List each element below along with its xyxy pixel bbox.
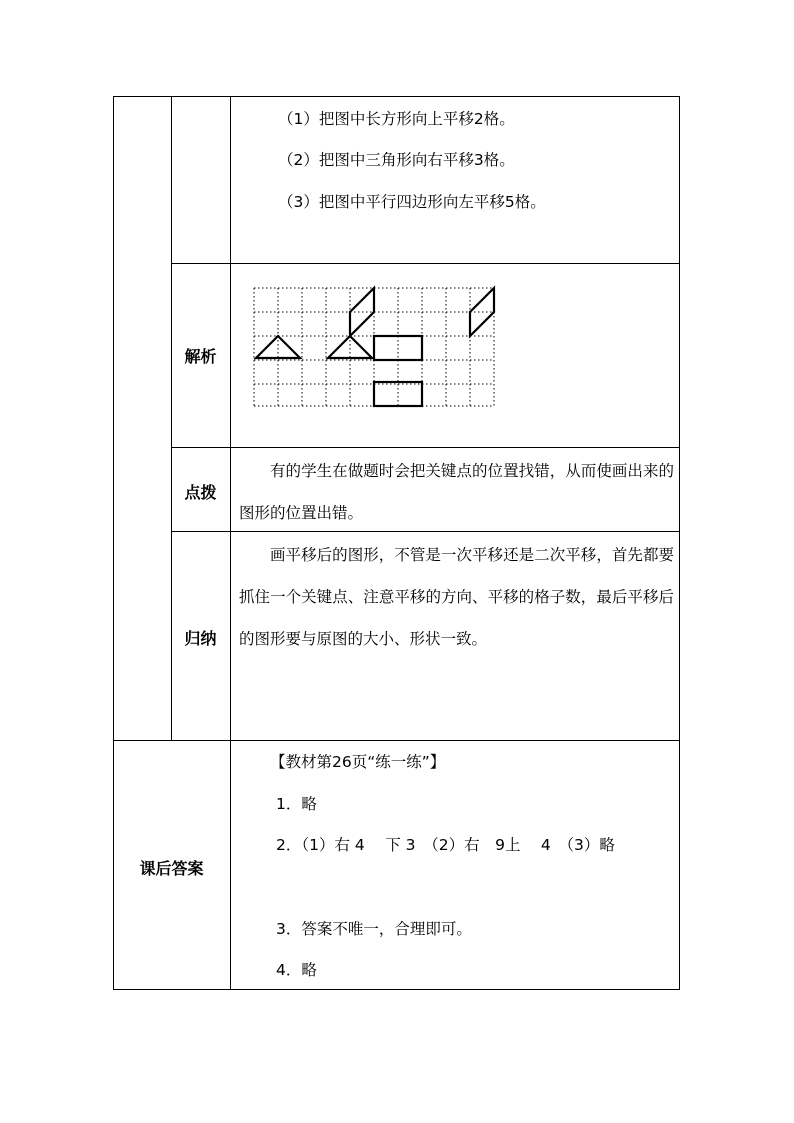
answer-item-4: 4．略 xyxy=(276,961,317,979)
tip-text: 有的学生在做题时会把关键点的位置找错，从而使画出来的图形的位置出错。 xyxy=(239,462,674,522)
table-hline-1 xyxy=(171,263,680,264)
answers-heading: 【教材第26页“练一练”】 xyxy=(270,753,446,771)
triangle-moved xyxy=(328,336,372,358)
triangle-original xyxy=(256,336,300,358)
answer-item-3: 3．答案不唯一，合理即可。 xyxy=(276,920,472,938)
answer-item-1: 1．略 xyxy=(276,795,317,813)
answers-label: 课后答案 xyxy=(139,859,204,878)
summary-label: 归纳 xyxy=(184,629,217,648)
summary-text: 画平移后的图形，不管是一次平移还是二次平移，首先都要抓住一个关键点、注意平移的方向、平移的格子数，最后平移后的图形要与原图的大小、形状一致。 xyxy=(239,546,674,648)
rectangle-original xyxy=(374,382,422,406)
task-item-2: （2）把图中三角形向右平移3格。 xyxy=(278,151,515,169)
table-vline-2 xyxy=(230,96,231,990)
answer-item-2: 2．（1）右 4 下 3 （2）右 9上 4 （3）略 xyxy=(276,836,615,854)
table-hline-2 xyxy=(171,447,680,448)
translation-grid-figure xyxy=(248,282,498,410)
analysis-label: 解析 xyxy=(184,347,217,366)
task-item-3: （3）把图中平行四边形向左平移5格。 xyxy=(278,193,546,211)
task-item-1: （1）把图中长方形向上平移2格。 xyxy=(278,110,515,128)
tip-label: 点拨 xyxy=(184,483,217,502)
